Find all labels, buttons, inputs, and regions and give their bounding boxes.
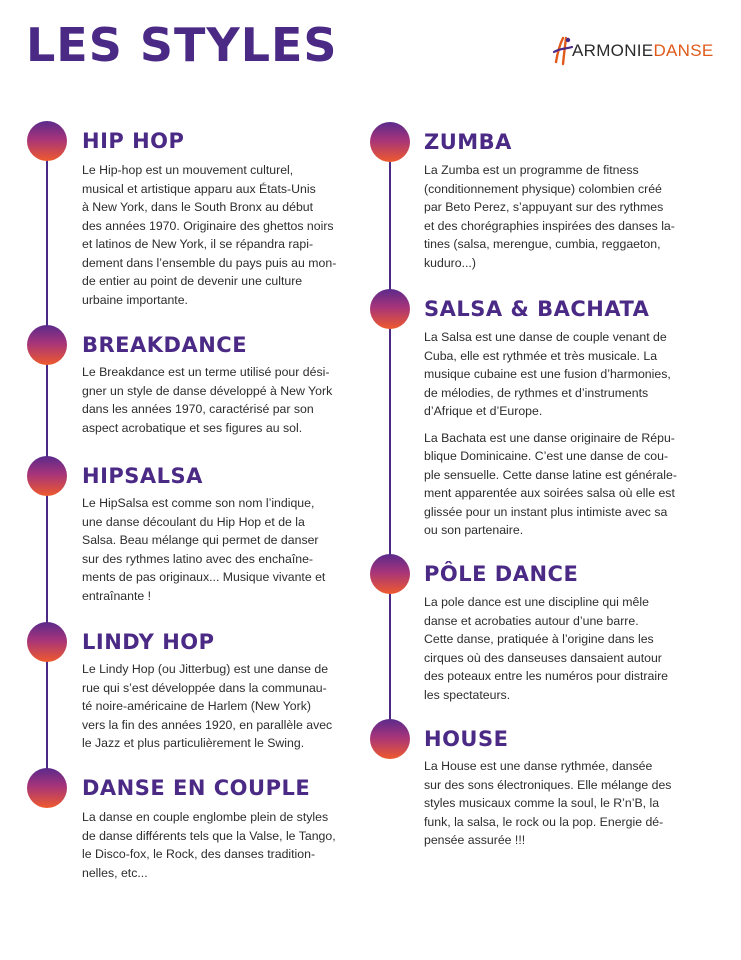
timeline-dot: [370, 554, 410, 594]
section-title: SALSA & BACHATA: [424, 297, 650, 321]
section-body: Le Hip-hop est un mouvement culturel, musical et artistique apparu aux États-Unis à New York, dans le South Bronx au début des années 1970. Originaire des ghettos noirs et latinos de New York, il se répandra rapi- dement dans l’ensemble du pays puis au mon- de entier au point de devenir une culture urbaine importante.: [82, 163, 337, 307]
section-body: La Zumba est un programme de fitness (conditionnement physique) colombien créé par Beto Perez, s’appuyant sur des rythmes et des chorégraphies inspirées des danses la- tines (salsa, merengue, cumbia, reggaeton, kuduro...): [424, 163, 675, 270]
harmonie-danse-logo: [552, 36, 714, 66]
timeline-dot: [370, 122, 410, 162]
timeline-dot: [27, 325, 67, 365]
section-title: BREAKDANCE: [82, 333, 248, 357]
section-title: LINDY HOP: [82, 630, 215, 654]
section-body: La pole dance est une discipline qui mêle danse et acrobaties autour d’une barre. Cette danse, pratiquée à l’origine dans les cirques où des danseuses dansaient autour des poteaux entre les numéros pour distraire les spectateurs.: [424, 595, 669, 702]
section-title: ZUMBA: [424, 130, 512, 154]
timeline-dot: [27, 768, 67, 808]
timeline-dot: [27, 121, 67, 161]
section-body: La House est une danse rythmée, dansée sur des sons électroniques. Elle mélange des styles musicaux comme la soul, le R’n’B, la funk, la salsa, le rock ou la pop. Energie dé- pensée assurée !!!: [424, 759, 672, 847]
timeline-dot: [370, 289, 410, 329]
section-title: DANSE EN COUPLE: [82, 776, 311, 800]
timeline-line-right: [389, 140, 391, 740]
section-title: PÔLE DANCE: [424, 562, 579, 586]
section-title: HIPSALSA: [82, 464, 203, 488]
section-body: La danse en couple englombe plein de styles de danse différents tels que la Valse, le Tango, le Disco-fox, le Rock, des danses tradition- nelles, etc...: [82, 810, 336, 880]
section-body: Le Lindy Hop (ou Jitterbug) est une danse de rue qui s’est développée dans la communau- té noire-américaine de Harlem (New York) vers la fin des années 1920, en parallèle avec le Jazz et plus particulièrement le Swing.: [82, 662, 333, 750]
section-body: Le HipSalsa est comme son nom l’indique, une danse découlant du Hip Hop et de la Salsa. Beau mélange qui permet de danser sur des rythmes latino avec des enchaîne- ments de pas originaux... Musique vivante et entraînante !: [82, 496, 326, 603]
section-body: La Salsa est une danse de couple venant de Cuba, elle est rythmée et très musicale. La musique cubaine est une fusion d’harmonies, de mélodies, de rythmes et d’instruments d’Afrique et d’Europe. La Bachata est une danse originaire de Répu- blique Dominicaine. C’est une danse de cou- ple sensuelle. Cette danse latine est générale- ment apparentée aux soirées salsa où elle est glissée pour un instant plus intimiste avec sa ou son partenaire.: [424, 330, 677, 537]
timeline-dot: [27, 456, 67, 496]
section-title: HIP HOP: [82, 129, 185, 153]
page-title: LES STYLES: [26, 18, 338, 72]
timeline-dot: [370, 719, 410, 759]
timeline-dot: [27, 622, 67, 662]
section-title: HOUSE: [424, 727, 509, 751]
logo-wordmark: ARMONIEDANSE: [572, 41, 714, 60]
dancer-icon: [552, 36, 574, 66]
section-body: Le Breakdance est un terme utilisé pour dési- gner un style de danse développé à New York dans les années 1970, caractérisé par son aspect acrobatique et ses figures au sol.: [82, 365, 333, 435]
